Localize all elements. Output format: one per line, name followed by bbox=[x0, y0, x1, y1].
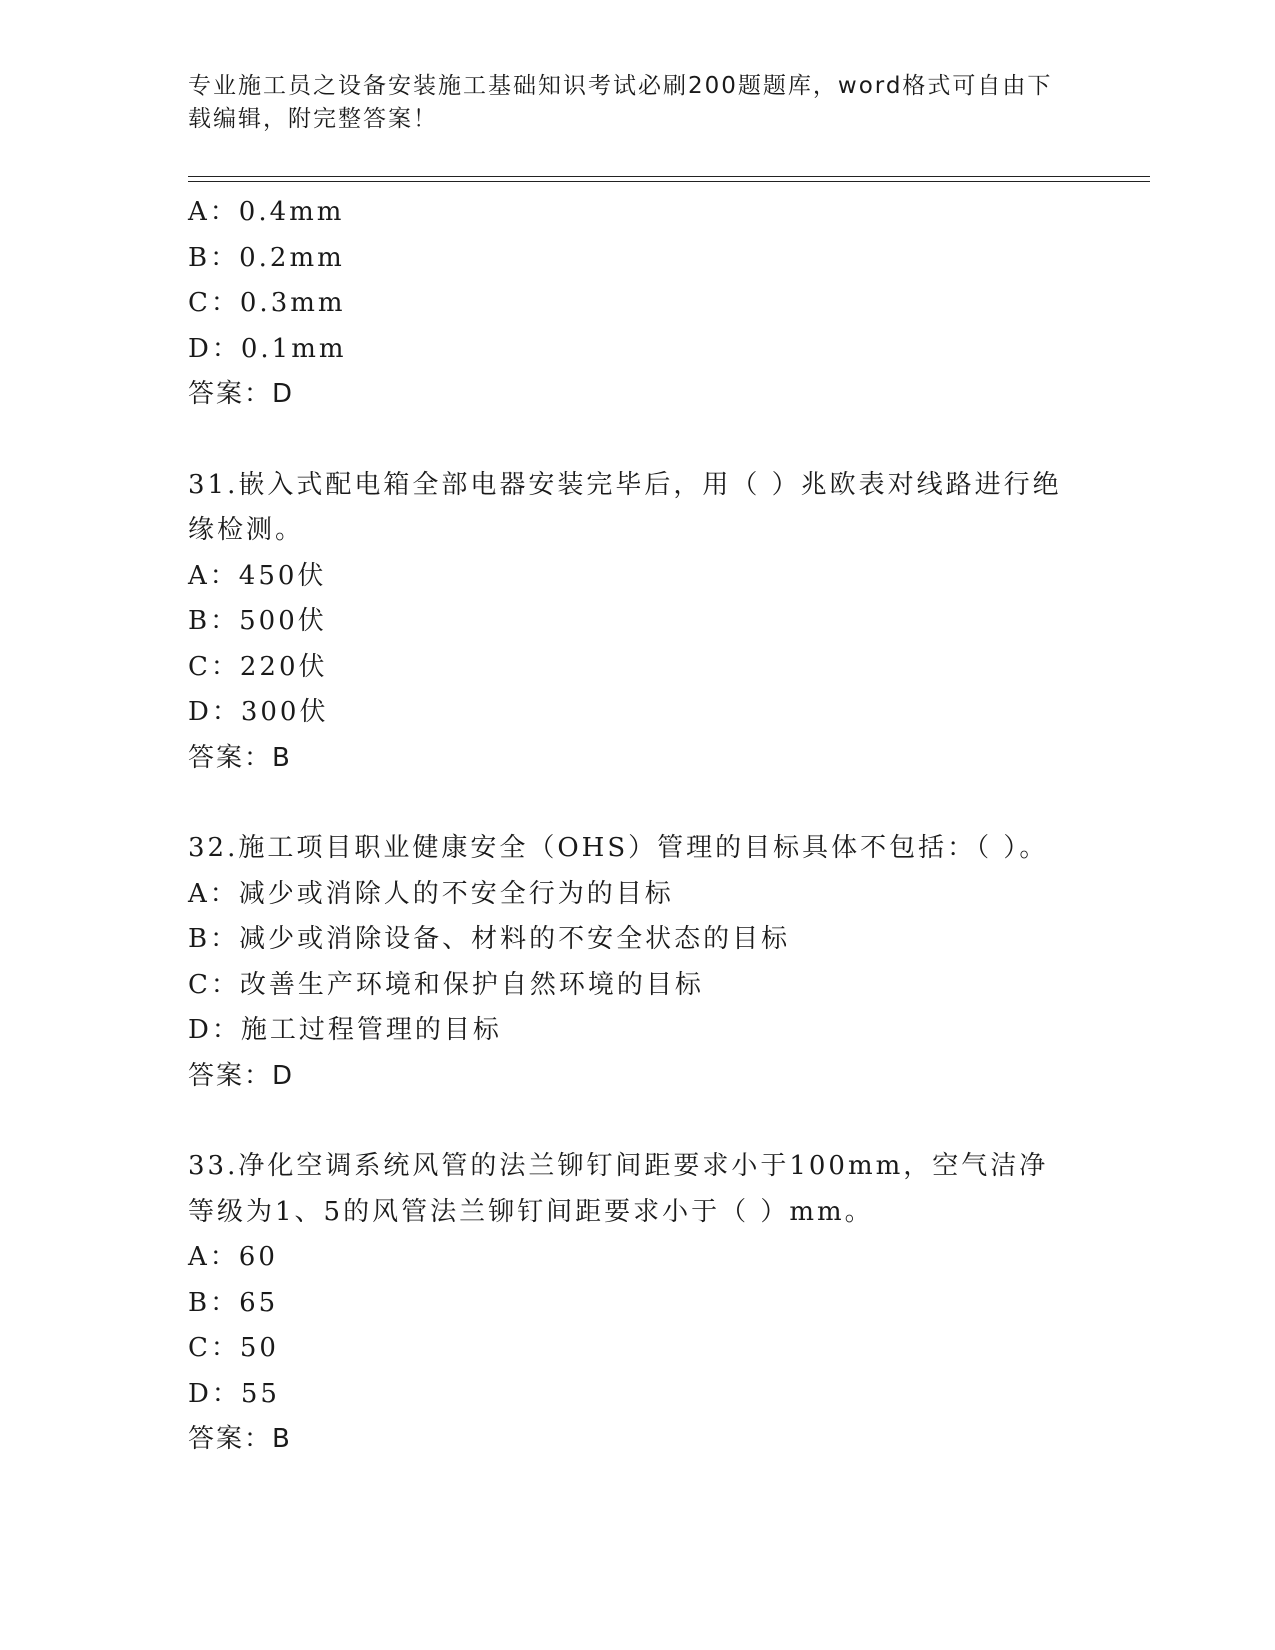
document-header bbox=[188, 70, 1068, 136]
spacer bbox=[188, 1099, 1068, 1144]
question-stem: 33.净化空调系统风管的法兰铆钉间距要求小于100mm，空气洁净等级为1、5的风管法兰铆钉间距要求小于（ ）mm。 bbox=[188, 1151, 1049, 1227]
option-b: B：0.2mm bbox=[188, 242, 345, 273]
option-c: C：50 bbox=[188, 1333, 279, 1363]
question-list bbox=[188, 190, 1068, 1463]
answer-line: 答案：B bbox=[188, 1424, 292, 1454]
question-stem: 32.施工项目职业健康安全（OHS）管理的目标具体不包括：（ ）。 bbox=[188, 833, 1049, 863]
question-block-33 bbox=[188, 1144, 1068, 1463]
option-b: B：65 bbox=[188, 1287, 279, 1318]
option-d: D：0.1mm bbox=[188, 333, 347, 364]
answer-line: 答案：B bbox=[188, 742, 292, 773]
answer-line: 答案：D bbox=[188, 379, 295, 409]
option-c: C：220伏 bbox=[188, 651, 328, 682]
header-divider-top bbox=[188, 176, 1150, 177]
spacer bbox=[188, 418, 1068, 463]
option-d: D：施工过程管理的目标 bbox=[188, 1015, 502, 1045]
option-b: B：减少或消除设备、材料的不安全状态的目标 bbox=[188, 924, 791, 954]
question-block-31 bbox=[188, 463, 1068, 782]
document-title: 专业施工员之设备安装施工基础知识考试必刷200题题库，word格式可自由下载编辑，附完整答案！ bbox=[188, 73, 1053, 132]
question-stem: 31.嵌入式配电箱全部电器安装完毕后，用（ ）兆欧表对线路进行绝缘检测。 bbox=[188, 469, 1062, 545]
answer-line: 答案：D bbox=[188, 1060, 295, 1091]
question-block-32 bbox=[188, 826, 1068, 1099]
option-a: A：减少或消除人的不安全行为的目标 bbox=[188, 878, 674, 909]
header-divider-bottom bbox=[188, 181, 1150, 182]
option-a: A：0.4mm bbox=[188, 197, 345, 227]
option-d: D：300伏 bbox=[188, 697, 329, 727]
question-block-30 bbox=[188, 190, 1068, 418]
option-a: A：60 bbox=[188, 1242, 278, 1272]
option-d: D：55 bbox=[188, 1378, 280, 1409]
spacer bbox=[188, 781, 1068, 826]
option-c: C：0.3mm bbox=[188, 288, 346, 318]
option-b: B：500伏 bbox=[188, 606, 327, 636]
option-c: C：改善生产环境和保护自然环境的目标 bbox=[188, 969, 704, 1000]
option-a: A：450伏 bbox=[188, 560, 327, 591]
